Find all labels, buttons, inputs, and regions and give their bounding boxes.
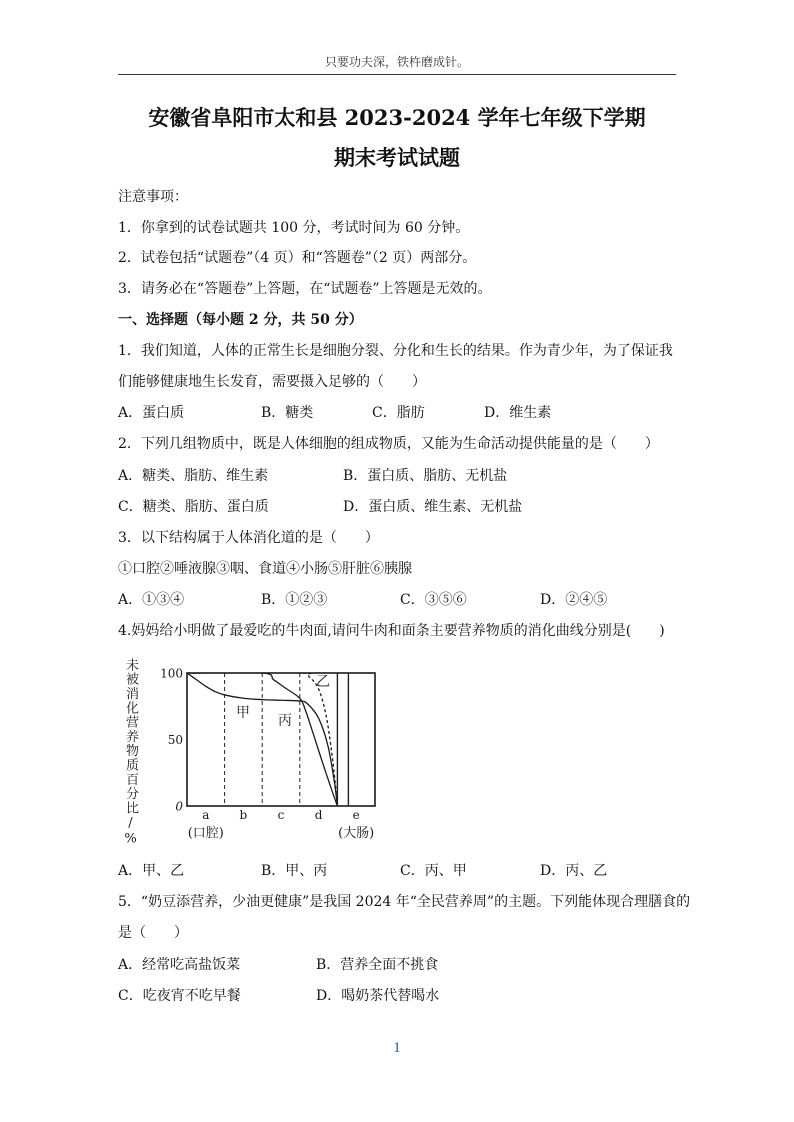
option-c: C．脂肪 <box>372 405 425 421</box>
curve-label: 丙 <box>278 713 292 729</box>
option-a: A．经常吃高盐饭菜 <box>118 957 241 973</box>
exam-subtitle: 期末考试试题 <box>334 145 460 170</box>
y-tick-label: 0 <box>175 799 183 814</box>
region-annotation: (大肠) <box>338 826 375 841</box>
header-motto: 只要功夫深，铁杵磨成针。 <box>324 55 469 69</box>
question-items: ①口腔②唾液腺③咽、食道④小肠⑤肝脏⑥胰腺 <box>118 561 412 577</box>
option-d: D．蛋白质、维生素、无机盐 <box>343 499 523 515</box>
option-a: A．蛋白质 <box>118 405 185 421</box>
plot-frame <box>187 673 375 806</box>
x-category-label: c <box>277 808 285 822</box>
question-stem: 是（ ） <box>118 925 188 941</box>
question-stem: 2．下列几组物质中，既是人体细胞的组成物质，又能为生命活动提供能量的是（ ） <box>118 436 659 452</box>
question-stem: 1．我们知道，人体的正常生长是细胞分裂、分化和生长的结果。作为青少年，为了保证我 <box>118 343 673 359</box>
note-item: 2．试卷包括“试题卷”（4 页）和“答题卷”（2 页）两部分。 <box>118 250 477 266</box>
curve-label: 乙 <box>316 674 330 690</box>
header-rule <box>118 74 676 75</box>
option-b: B．①②③ <box>261 592 328 608</box>
option-c: C．丙、甲 <box>400 863 467 879</box>
option-d: D．②④⑤ <box>540 592 608 608</box>
option-c: C．糖类、脂肪、蛋白质 <box>118 499 269 515</box>
x-category-label: e <box>352 808 360 822</box>
option-a: A．糖类、脂肪、维生素 <box>118 468 269 484</box>
curve-label: 甲 <box>236 705 250 721</box>
question-stem: 5．“奶豆添营养，少油更健康”是我国 2024 年“全民营养周”的主题。下列能体现合理膳食的 <box>118 894 691 910</box>
option-b: B．糖类 <box>261 405 314 421</box>
option-c: C．吃夜宵不吃早餐 <box>118 988 241 1004</box>
option-b: B．甲、丙 <box>261 863 328 879</box>
digestion-chart <box>118 648 398 853</box>
y-axis-label: 未被消化营养物质百分比/% <box>123 658 138 848</box>
x-category-label: d <box>314 808 323 822</box>
option-b: B．蛋白质、脂肪、无机盐 <box>343 468 508 484</box>
question-stem: 3．以下结构属于人体消化道的是（ ） <box>118 530 379 546</box>
option-d: D．喝奶茶代替喝水 <box>316 988 440 1004</box>
option-a: A．①③④ <box>118 592 185 608</box>
x-category-label: b <box>239 808 248 822</box>
y-tick-label: 50 <box>167 733 183 747</box>
option-a: A．甲、乙 <box>118 863 185 879</box>
y-tick-label: 100 <box>160 666 183 681</box>
region-annotation: (口腔) <box>187 826 224 841</box>
option-b: B．营养全面不挑食 <box>316 957 439 973</box>
note-item: 1．你拿到的试卷试题共 100 分，考试时间为 60 分钟。 <box>118 220 470 236</box>
question-stem: 们能够健康地生长发育，需要摄入足够的（ ） <box>118 374 426 390</box>
digestion-chart-svg <box>118 648 398 853</box>
option-c: C．③⑤⑥ <box>400 592 467 608</box>
exam-title: 安徽省阜阳市太和县 2023-2024 学年七年级下学期 <box>148 105 646 130</box>
option-d: D．丙、乙 <box>540 863 608 879</box>
page-number: 1 <box>393 1040 401 1056</box>
x-category-label: a <box>202 808 210 822</box>
section-title: 一、选择题（每小题 2 分，共 50 分） <box>118 312 363 328</box>
option-d: D．维生素 <box>484 405 552 421</box>
notes-heading: 注意事项： <box>118 189 188 205</box>
question-stem: 4.妈妈给小明做了最爱吃的牛肉面,请问牛肉和面条主要营养物质的消化曲线分别是( ) <box>118 623 665 639</box>
note-item: 3．请务必在“答题卷”上答题，在“试题卷”上答题是无效的。 <box>118 281 492 297</box>
